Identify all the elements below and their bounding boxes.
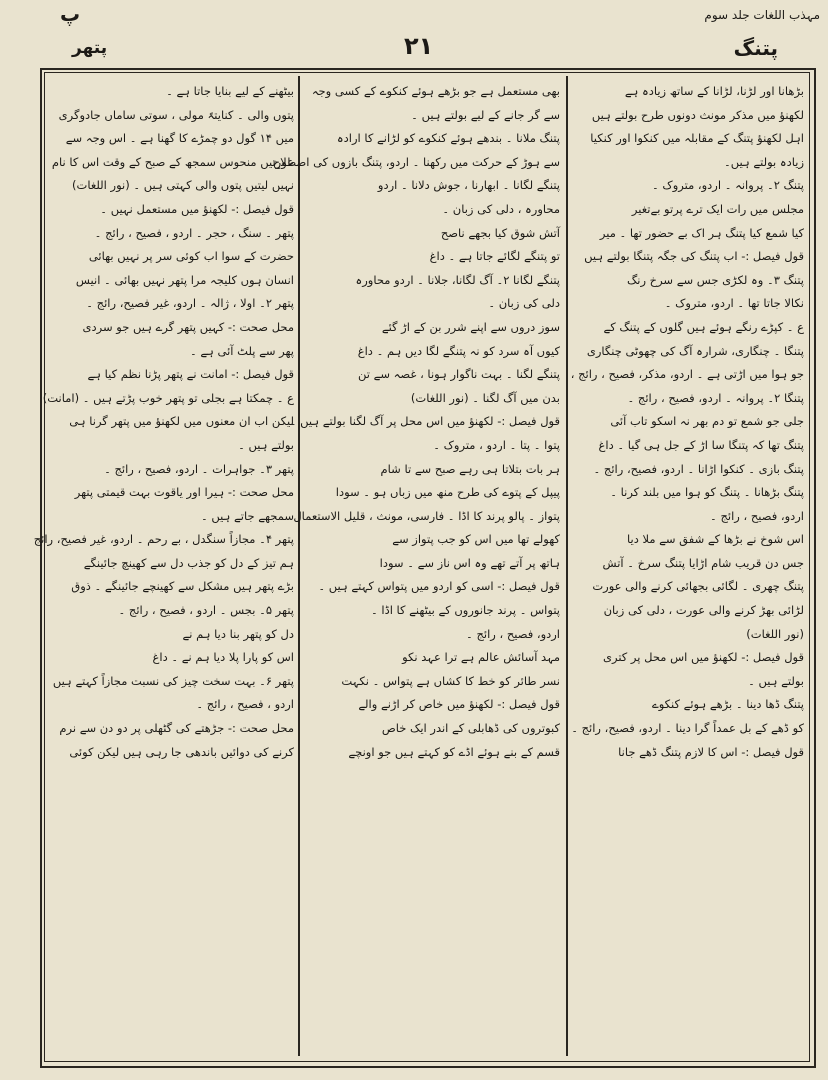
text-line: کھولے تھا میں اس کو جب پتواز سے: [392, 532, 560, 547]
text-line: کو ڈھے کے بل عمداً گرا دینا ۔ اردو، فصیح، رائج ۔: [571, 721, 804, 736]
text-line: اردو، فصیح ، رائج ۔: [466, 626, 560, 641]
text-line: پتھر ۴۔ مجازاً سنگدل ، بے رحم ۔ اردو، غیر فصیح، رائج: [33, 532, 294, 547]
text-line: قول فیصل :- امانت نے پتھر پڑنا نظم کیا ہے: [87, 367, 294, 382]
text-line: ع ۔ کپڑے رنگے ہوئے ہیں گلوں کے پتنگ کے: [603, 319, 804, 334]
text-line: محاورہ ، دلی کی زبان ۔: [442, 201, 560, 216]
text-line: پتوں والی ۔ کنایتہً مولی ، سوتی ساماں جادوگری: [58, 107, 294, 122]
text-line: سمجھے جاتے ہیں ۔: [201, 508, 294, 523]
text-line: لکھنؤ میں مذکر مونث دونوں طرح بولتے ہیں: [591, 107, 804, 122]
column-left: [33, 80, 294, 1048]
text-line: مجلس میں رات ایک ترے پرتو بےتغیر: [631, 201, 804, 216]
text-line: پتنگ چھری ۔ لگائی بجھائی کرنے والی عورت: [592, 579, 804, 594]
text-line: پتنگ ملانا ۔ بندھے ہوئے کنکوے کو لڑانے کا ارادہ: [336, 131, 560, 146]
section-letter: پ: [60, 2, 81, 26]
text-line: پتنگ ۲۔ پروانہ ۔ اردو، متروک ۔: [652, 178, 804, 193]
text-line: مہد آسائش عالم ہے ترا عہد نکو: [402, 650, 560, 665]
text-line: پتنگے لگانا ۲۔ آگ لگانا، جلانا ۔ اردو محاورہ: [355, 272, 560, 287]
text-line: سے گر جانے کے لیے بولتے ہیں ۔: [411, 107, 560, 122]
text-line: پتنگ بڑھانا ۔ پتنگ کو ہوا میں بلند کرنا ۔: [610, 485, 804, 500]
text-line: نکالا جاتا تھا ۔ اردو، متروک ۔: [664, 296, 804, 311]
text-line: پتھر ۵۔ بجس ۔ اردو ، فصیح ، رائج ۔: [118, 603, 294, 618]
column-middle: [272, 80, 560, 1048]
text-line: پتنگا ۲۔ پروانہ ۔ اردو، فصیح ، رائج ۔: [627, 390, 804, 405]
text-line: پتواس ۔ پرند جانوروں کے بیٹھنے کا اڈا ۔: [370, 603, 560, 618]
page-header: [0, 0, 828, 70]
text-line: عورتیں منحوس سمجھ کے صبح کے وقت اس کا نام: [51, 154, 294, 169]
text-line: بڑھانا اور لڑنا، لڑانا کے ساتھ زیادہ ہے: [624, 84, 804, 98]
text-line: پتنگا ۔ چنگاری، شرارہ آگ کی چھوٹی چنگاری: [586, 343, 804, 358]
text-line: محل صحت :- جڑھتے کی گٹھلی پر دو دن سے نرم: [59, 721, 294, 736]
text-line: بدن میں آگ لگنا ۔ (نور اللغات): [410, 390, 560, 405]
text-line: قول فیصل :- اسی کو اردو میں پتواس کہتے ہیں ۔: [318, 579, 560, 594]
text-line: میں ۱۴ گول دو چمڑے کا گھنا ہے ۔ اس وجہ سے: [65, 131, 294, 146]
text-line: پتھر ۔ سنگ ، حجر ۔ اردو ، فصیح ، رائج ۔: [94, 225, 294, 240]
text-line: دل کو پتھر بنا دیا ہم نے: [182, 626, 294, 641]
text-line: آتش شوق کیا بجھے ناصح: [440, 225, 560, 240]
text-line: سے ہوڑ کے حرکت میں رکھنا ۔ اردو، پتنگ بازوں کی اصطلاح: [272, 154, 560, 169]
text-line: اس شوخ نے بڑھا کے شفق سے ملا دیا: [626, 532, 804, 547]
text-line: پتھر ۲۔ اولا ، ژالہ ۔ اردو، غیر فصیح، رائج ۔: [86, 296, 294, 311]
text-line: کیوں آہ سرد کو نہ پتنگے لگا دیں ہم ۔ داغ: [357, 343, 560, 358]
text-line: قسم کے بنے ہوئے اڈے کو کہتے ہیں جو اونچے: [348, 744, 560, 759]
text-line: پتھر ۶۔ بہت سخت چیز کی نسبت مجازاً کہتے ہیں: [52, 673, 294, 688]
text-line: اردو، فصیح ، رائج ۔: [710, 508, 804, 523]
text-line: نسر طائر کو خط کا کشاں ہے پتواس ۔ نکہت: [341, 673, 560, 688]
text-line: جلی جو شمع تو دم بھر نہ اسکو تاب آئی: [610, 414, 804, 429]
text-line: (نور اللغات): [746, 626, 804, 641]
text-line: پتنگ ڈھا دینا ۔ بڑھے ہوئے کنکوے: [651, 697, 804, 712]
text-line: قول فیصل :- لکھنؤ میں اس محل پر آگ لگنا بولتے ہیں ۔: [289, 414, 560, 429]
text-line: پھر سے پلٹ آئی ہے ۔: [190, 343, 294, 358]
text-line: محل صحت :- ہیرا اور یاقوت بہت قیمتی پتھر: [74, 485, 294, 500]
column-divider: [298, 76, 300, 1056]
text-line: تو پتنگے لگائے جاتا ہے ۔ داغ: [429, 249, 560, 264]
left-catchword: پتھر: [72, 38, 108, 58]
text-line: پتنگے لگنا ۔ بہت ناگوار ہونا ، غصہ سے تن: [358, 367, 560, 382]
text-line: نہیں لیتیں پتوں والی کہتی ہیں ۔ (نور اللغات): [72, 178, 294, 193]
text-line: زیادہ بولتے ہیں۔: [724, 154, 804, 169]
text-line: دلی کی زبان ۔: [488, 296, 560, 311]
text-line: بیٹھنے کے لیے بنایا جاتا ہے ۔: [166, 84, 294, 98]
page-number: ۲۱: [404, 32, 434, 60]
text-line: پتنگے لگانا ۔ ابھارنا ، جوش دلانا ۔ اردو: [377, 178, 560, 193]
text-line: جس دن قریب شام اڑایا پتنگ سرخ ۔ آتش: [602, 555, 804, 570]
text-line: ہم تیز کے دل کو جذب دل سے کھینچ جائینگے: [83, 555, 294, 570]
text-line: پتواز ۔ پالو پرند کا اڈا ۔ فارسی، مونث ، قلیل الاستعمال: [293, 508, 560, 523]
text-line: پتنگ تھا کہ پتنگا سا اڑ کے جل ہی گیا ۔ داغ: [598, 437, 804, 452]
text-line: ع ۔ چمکتا ہے بجلی تو پتھر خوب پڑتے ہیں ۔ (امانت): [42, 390, 294, 405]
text-line: بھی مستعمل ہے جو بڑھے ہوئے کنکوے کے کسی وجہ: [311, 84, 560, 98]
text-line: بڑے پتھر ہیں مشکل سے کھینچے جائینگے ۔ ذوق: [71, 579, 294, 594]
text-line: محل صحت :- کہیں پتھر گرے ہیں جو سردی: [82, 319, 294, 334]
header-row: [44, 32, 808, 68]
text-line: پتنگ ۳۔ وہ لکڑی جس سے سرخ رنگ: [626, 272, 804, 287]
text-line: اردو ، فصیح ، رائج ۔: [196, 697, 294, 712]
text-line: لیکن اب ان معنوں میں لکھنؤ میں پتھر گرنا ہی: [69, 414, 294, 429]
text-line: قول فیصل :- لکھنؤ میں اس محل پر کتری: [602, 650, 804, 665]
text-line: اہل لکھنؤ پتنگ کے مقابلہ میں کنکوا اور کنکیا: [590, 131, 804, 146]
text-line: قول فیصل :- اس کا لازم پتنگ ڈھے جانا: [618, 744, 804, 759]
right-catchword: پتنگ: [733, 36, 778, 60]
text-line: قول فیصل :- لکھنؤ میں مستعمل نہیں ۔: [100, 201, 294, 216]
text-line: پیپل کے پتوے کی طرح منھ میں زباں ہو ۔ سودا: [335, 485, 560, 500]
text-line: بولتے ہیں ۔: [238, 437, 294, 452]
text-line: کیا شمع کیا پتنگ ہر اک بے حضور تھا ۔ میر: [599, 225, 804, 240]
text-line: اس کو پارا پلا دیا ہم نے ۔ داغ: [152, 650, 294, 665]
column-divider: [566, 76, 568, 1056]
text-line: جو ہوا میں اڑتی ہے ۔ اردو، مذکر، فصیح ، رائج ،: [570, 367, 804, 382]
text-line: پتھر ۳۔ جواہرات ۔ اردو، فصیح ، رائج ۔: [104, 461, 294, 476]
text-line: پتوا ۔ پتا ۔ اردو ، متروک ۔: [433, 437, 560, 452]
column-right: [572, 80, 804, 1048]
text-line: بولتے ہیں ۔: [748, 673, 804, 688]
text-line: لڑائی بھڑ کرنے والی عورت ، دلی کی زبان: [603, 603, 804, 618]
text-line: کرنے کی دوائیں باندھی جا رہی ہیں لیکن کوئی: [69, 744, 294, 759]
text-line: حضرت کے سوا اب کوئی سر پر نہیں بھائی: [88, 249, 294, 264]
running-title: مہذب اللغات جلد سوم: [704, 8, 820, 22]
text-line: انسان ہوں کلیجہ مرا پتھر نہیں بھائی ۔ انیس: [75, 272, 294, 287]
text-line: قول فیصل :- اب پتنگ کی جگہ پتنگا بولتے ہیں: [584, 249, 804, 264]
text-line: کبوتروں کی ڈھابلی کے اندر ایک خاص: [381, 721, 560, 736]
text-line: ہاتھ پر آتے تھے وہ اس ناز سے ۔ سودا: [379, 555, 560, 570]
text-line: سوز دروں سے اپنے شرر بن کے اڑ گئے: [381, 319, 560, 334]
text-line: پتنگ بازی ۔ کنکوا اڑانا ۔ اردو، فصیح، رائج ۔: [593, 461, 804, 476]
text-line: ہر بات بتلاتا ہی رہے صبح سے تا شام: [380, 461, 560, 476]
text-line: قول فیصل :- لکھنؤ میں خاص کر اڑنے والے: [358, 697, 560, 712]
